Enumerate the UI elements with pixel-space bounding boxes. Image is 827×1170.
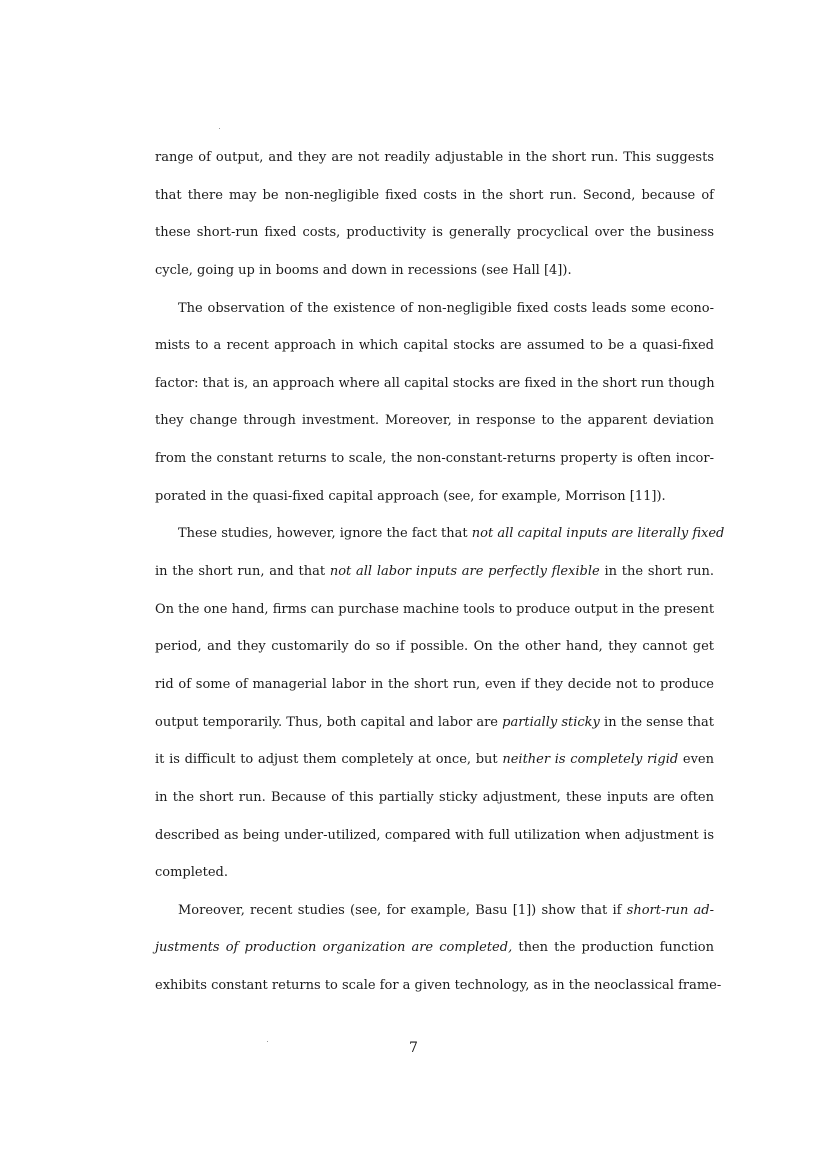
text-line: in the short run. Because of this partially sticky adjustment, these inputs are often bbox=[155, 789, 714, 805]
text-run: These studies, however, ignore the fact that bbox=[178, 526, 472, 542]
text-line: they change through investment. Moreover, in response to the apparent deviation bbox=[155, 413, 714, 429]
text-line: cycle, going up in booms and down in recessions (see Hall [4]). bbox=[155, 262, 572, 278]
text-line: period, and they customarily do so if possible. On the other hand, they cannot get bbox=[155, 639, 714, 655]
text-line: from the constant returns to scale, the non-constant-returns property is often incor- bbox=[155, 451, 714, 467]
text-line: porated in the quasi-fixed capital approach (see, for example, Morrison [11]). bbox=[155, 488, 666, 504]
text-line: On the one hand, firms can purchase machine tools to produce output in the present bbox=[155, 601, 715, 617]
text-run: in the sense that bbox=[599, 714, 714, 730]
text-run: in the short run, and that bbox=[155, 564, 330, 580]
text-line: that there may be non-negligible fixed costs in the short run. Second, because of bbox=[155, 187, 714, 203]
text-line: range of output, and they are not readily adjustable in the short run. This suggests bbox=[155, 150, 714, 165]
emphasis-text: short-run ad- bbox=[626, 902, 714, 918]
text-line: factor: that is, an approach where all capital stocks are fixed in the short run though bbox=[155, 375, 715, 391]
text-line bbox=[155, 708, 714, 746]
emphasis-text: not all capital inputs are literally fixed bbox=[471, 526, 725, 542]
emphasis-text: justments of production organization are completed, bbox=[155, 940, 513, 956]
text-run: output temporarily. Thus, both capital and labor are bbox=[155, 714, 503, 730]
text-run: then the production function bbox=[512, 940, 714, 956]
scan-speck bbox=[219, 128, 220, 129]
text-run: it is difficult to adjust them completely at once, but bbox=[155, 752, 503, 768]
text-line bbox=[155, 745, 714, 783]
text-line: mists to a recent approach in which capital stocks are assumed to be a quasi-fixed bbox=[155, 338, 714, 354]
body-text bbox=[155, 143, 725, 1009]
text-line: rid of some of managerial labor in the short run, even if they decide not to produce bbox=[155, 676, 714, 692]
text-line bbox=[155, 557, 714, 595]
text-line: completed. bbox=[155, 865, 228, 881]
text-line: The observation of the existence of non-negligible fixed costs leads some econo- bbox=[178, 300, 714, 316]
emphasis-text: partially sticky bbox=[502, 714, 600, 730]
text-run: Moreover, recent studies (see, for example, Basu [1]) show that if bbox=[178, 902, 627, 918]
text-line bbox=[155, 933, 714, 971]
text-line bbox=[155, 519, 725, 557]
text-line: described as being under-utilized, compared with full utilization when adjustment is bbox=[155, 827, 714, 843]
emphasis-text: not all labor inputs are perfectly flexible bbox=[329, 564, 600, 580]
page-number: 7 bbox=[409, 1040, 418, 1056]
text-line bbox=[155, 896, 714, 934]
emphasis-text: neither is completely rigid bbox=[502, 752, 679, 768]
text-line: exhibits constant returns to scale for a given technology, as in the neoclassical frame- bbox=[155, 978, 722, 994]
text-run: even bbox=[678, 752, 714, 768]
text-run: in the short run. bbox=[599, 564, 714, 580]
text-line: these short-run fixed costs, productivity is generally procyclical over the business bbox=[155, 225, 714, 241]
